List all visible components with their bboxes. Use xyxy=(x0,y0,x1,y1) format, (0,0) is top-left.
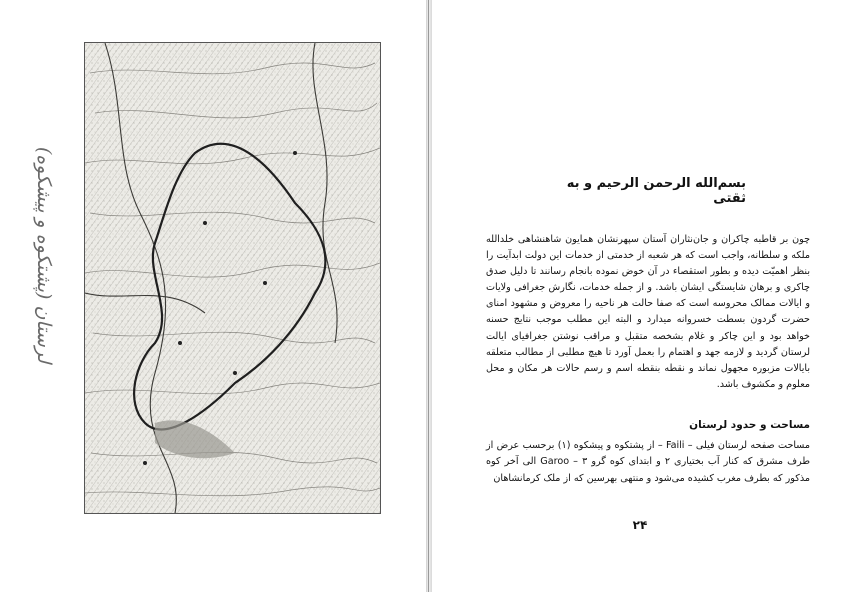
caption-text: لرستان (پشتکوه و پیشکوه) xyxy=(33,146,55,364)
page-heading: بسم‌الله الرحمن الرحیم و به ثقتی xyxy=(566,176,746,206)
intro-paragraph xyxy=(486,232,810,393)
gutter-line xyxy=(428,0,429,592)
page-number: ۲۴ xyxy=(632,518,648,532)
map-image xyxy=(84,42,381,514)
section-title: مساحت و حدود لرستان xyxy=(689,419,810,431)
intro-paragraph-text: چون بر قاطبه چاکران و جان‌نثاران آستان سپهرنشان همایون شاهنشاهی خلدالله ملکه و سلطانه، واجب است که هر شعبه از خدمتی از خدمات این دولت ابدآیت را بنظر اهمیّت دیده و بطور استقصاء در آن خوض نموده بانجام رسانند تا دلیل صدق چاکری و برهان شایستگی ایشان باشد. و از جمله خدمات، نگارش جغرافی ولایات و ایالات ممالک محروسه است که صفا حالت هر ناحیه را معروض و مشهود امنای حضرت گردون بسطت خسروانه میدارد و البته این مطلب موجب نتایج حسنه خواهد بود و این چاکر و غلام بشخصه متقبل و مراقب نوشتن جغرافیای ایالت لرستان گردید و لازمه جهد و اهتمام را بعمل آورد تا هیچ مطلبی از مطالب متعلقه بایالات مزبوره مجهول نماند و نقطه بنقطه اسم و رسم حالات هر مکان و محل معلوم و مکشوف باشد. xyxy=(486,234,810,390)
section-paragraph xyxy=(486,438,810,487)
handwritten-caption xyxy=(24,146,64,364)
left-page xyxy=(0,0,426,592)
section-paragraph-text: مساحت صفحه لرستان فیلی – Faili – از پشتکوه و پیشکوه (۱) برحسب عرض از طرف مشرق که کنار آب بختیاری ۲ و ابتدای کوه گرو ۳ – Garoo الی آخر کوه مذکور که بطرف مغرب کشیده می‌شود و منتهی بهرسین که از ملک کرمانشاهان xyxy=(486,440,810,484)
